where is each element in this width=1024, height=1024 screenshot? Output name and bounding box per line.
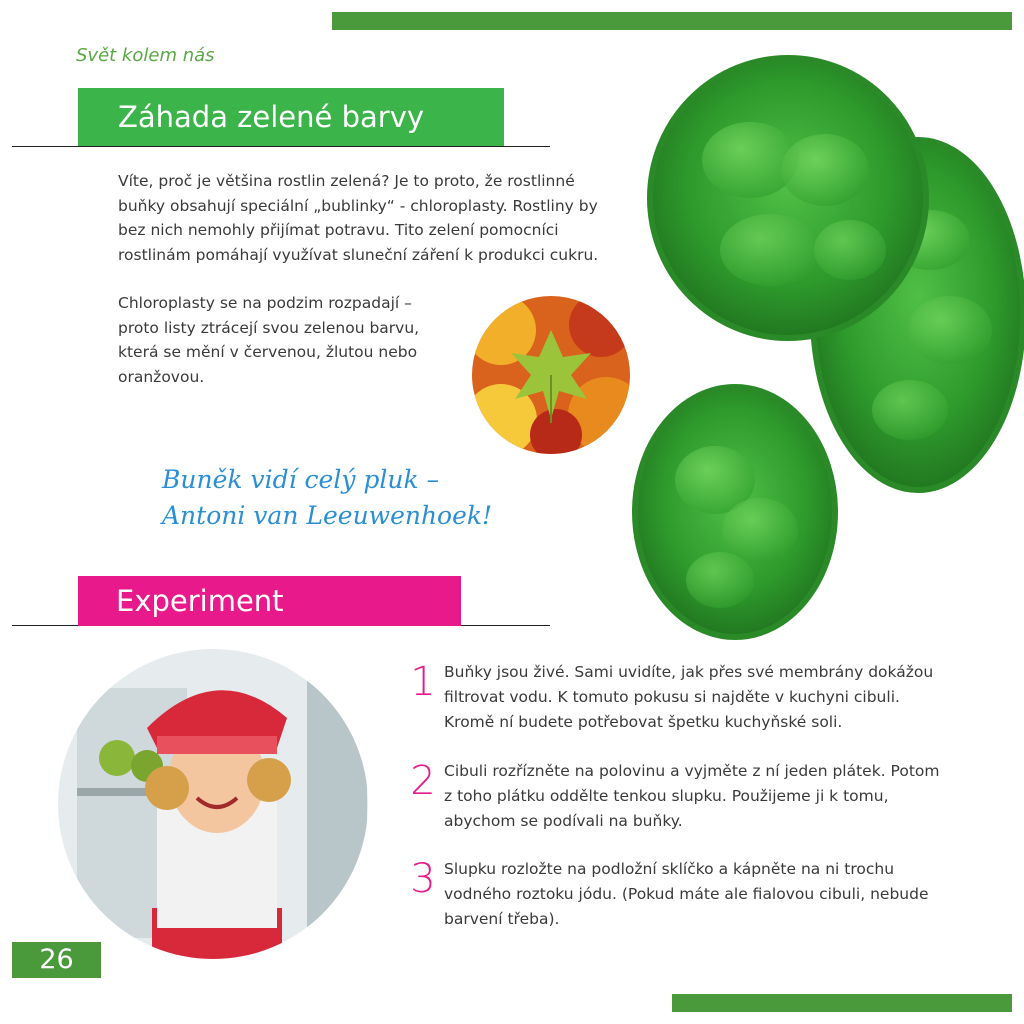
page-number: 26 [12,942,101,978]
step-number-3: 3 [410,856,436,902]
autumn-leaves-photo [471,295,631,455]
top-accent-bar [332,12,1012,30]
bottom-accent-bar [672,994,1012,1012]
child-with-onions-photo [57,648,369,960]
section-title-green: Záhada zelené barvy [78,88,504,146]
intro-paragraph: Víte, proč je většina rostlin zelená? Je to proto, že rostlinné buňky obsahují speciální „bublinky“ - chloroplasty. Rostliny by bez nich nemohly přijímat potravu. Tito zelení pomocníci rostlinám pomáhají využívat sluneční záření k produkci cukru. [118,172,599,264]
step-number-1: 1 [410,659,436,705]
autumn-paragraph: Chloroplasty se na podzim rozpadají – proto listy ztrácejí svou zelenou barvu, která se mění v červenou, žlutou nebo oranžovou. [118,294,420,386]
quote-line-1: Buněk vidí celý pluk – [162,465,440,494]
quote-line-2: Antoni van Leeuwenhoek! [162,501,493,530]
cell-top [650,58,926,338]
step-number-2: 2 [410,758,436,804]
leeuwenhoek-quote [162,462,492,534]
step-text-2: Cibuli rozřízněte na polovinu a vyjměte z ní jeden plátek. Potom z toho plátku oddělte tenkou slupku. Použijeme ji k tomu, abychom se podívali na buňky. [444,762,940,830]
section-label: Svět kolem nás [76,45,215,66]
heading-rule [12,146,550,147]
step-text-1: Buňky jsou živé. Sami uvidíte, jak přes své membrány dokážou filtrovat vodu. K tomuto pokusu si najděte v kuchyni cibuli. Kromě ní budete potřebovat špetku kuchyňské soli. [444,663,934,731]
cell-bottom [635,387,835,637]
step-text-3: Slupku rozložte na podložní sklíčko a kápněte na ni trochu vodného roztoku jódu. (Pokud máte ale fialovou cibuli, nebude barvení třeba). [444,860,929,928]
plant-cells-illustration [620,50,1024,650]
section-title-pink: Experiment [78,576,461,626]
